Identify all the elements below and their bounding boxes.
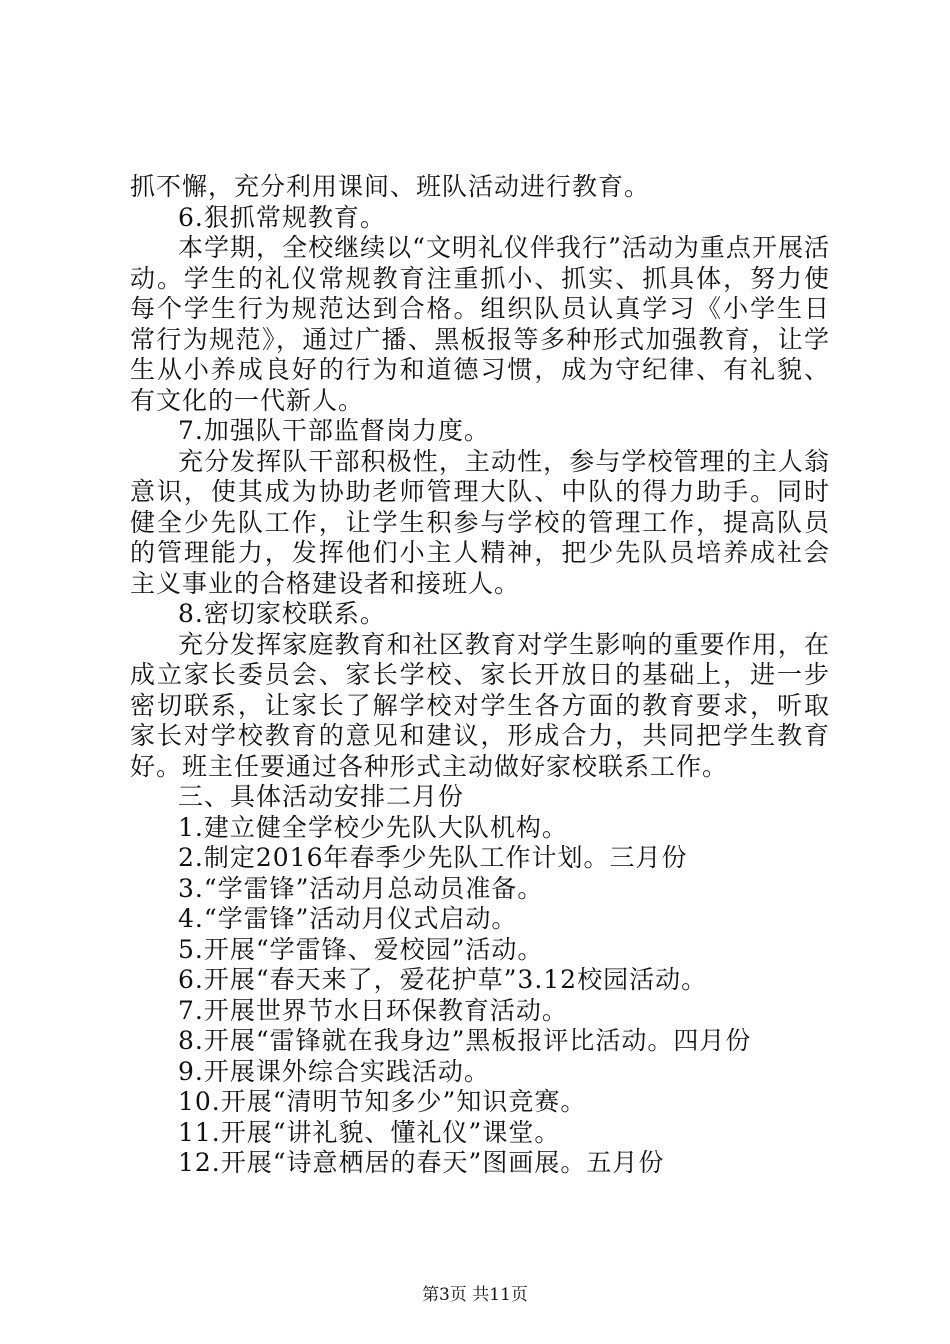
list-item: 6.开展“春天来了，爱花护草”3.12校园活动。	[178, 965, 708, 994]
section-heading: 三、具体活动安排二月份	[178, 782, 465, 811]
section-heading: 8.密切家校联系。	[178, 599, 386, 628]
list-item: 10.开展“清明节知多少”知识竞赛。	[178, 1087, 587, 1116]
paragraph: 充分发挥队干部积极性，主动性，参与学校管理的主人翁意识，使其成为协助老师管理大队、中队的得力助手。同时健全少先队工作，让学生积参与学校的管理工作，提高队员的管理能力，发挥他们小主人精神，把少先队员培养成社会主义事业的合格建设者和接班人。	[130, 446, 830, 598]
page-number-footer: 第3页 共11页	[422, 1285, 528, 1305]
list-item: 1.建立健全学校少先队大队机构。	[178, 812, 568, 842]
section-heading: 7.加强队干部监督岗力度。	[178, 416, 490, 445]
list-item: 7.开展世界节水日环保教育活动。	[178, 995, 568, 1025]
list-item: 11.开展“讲礼貌、懂礼仪”课堂。	[178, 1117, 561, 1147]
list-item: 4.“学雷锋”活动月仪式启动。	[178, 904, 518, 933]
document-body	[130, 172, 830, 1179]
list-item: 2.制定2016年春季少先队工作计划。三月份	[178, 843, 688, 872]
list-item: 5.开展“学雷锋、爱校园”活动。	[178, 934, 544, 964]
paragraph: 本学期，全校继续以“文明礼仪伴我行”活动为重点开展活动。学生的礼仪常规教育注重抓小、抓实、抓具体，努力使每个学生行为规范达到合格。组织队员认真学习《小学生日常行为规范》，通过广播、黑板报等多种形式加强教育，让学生从小养成良好的行为和道德习惯，成为守纪律、有礼貌、有文化的一代新人。	[130, 233, 830, 415]
list-item: 9.开展课外综合实践活动。	[178, 1056, 490, 1086]
list-item: 8.开展“雷锋就在我身边”黑板报评比活动。四月份	[178, 1026, 752, 1055]
text-line: 抓不懈，充分利用课间、班队活动进行教育。	[130, 172, 651, 201]
list-item: 12.开展“诗意栖居的春天”图画展。五月份	[178, 1148, 665, 1177]
list-item: 3.“学雷锋”活动月总动员准备。	[178, 873, 544, 903]
section-heading: 6.狠抓常规教育。	[178, 202, 386, 232]
paragraph: 充分发挥家庭教育和社区教育对学生影响的重要作用，在成立家长委员会、家长学校、家长开放日的基础上，进一步密切联系，让家长了解学校对学生各方面的教育要求，听取家长对学校教育的意见和建议，形成合力，共同把学生教育好。班主任要通过各种形式主动做好家校联系工作。	[130, 629, 830, 781]
